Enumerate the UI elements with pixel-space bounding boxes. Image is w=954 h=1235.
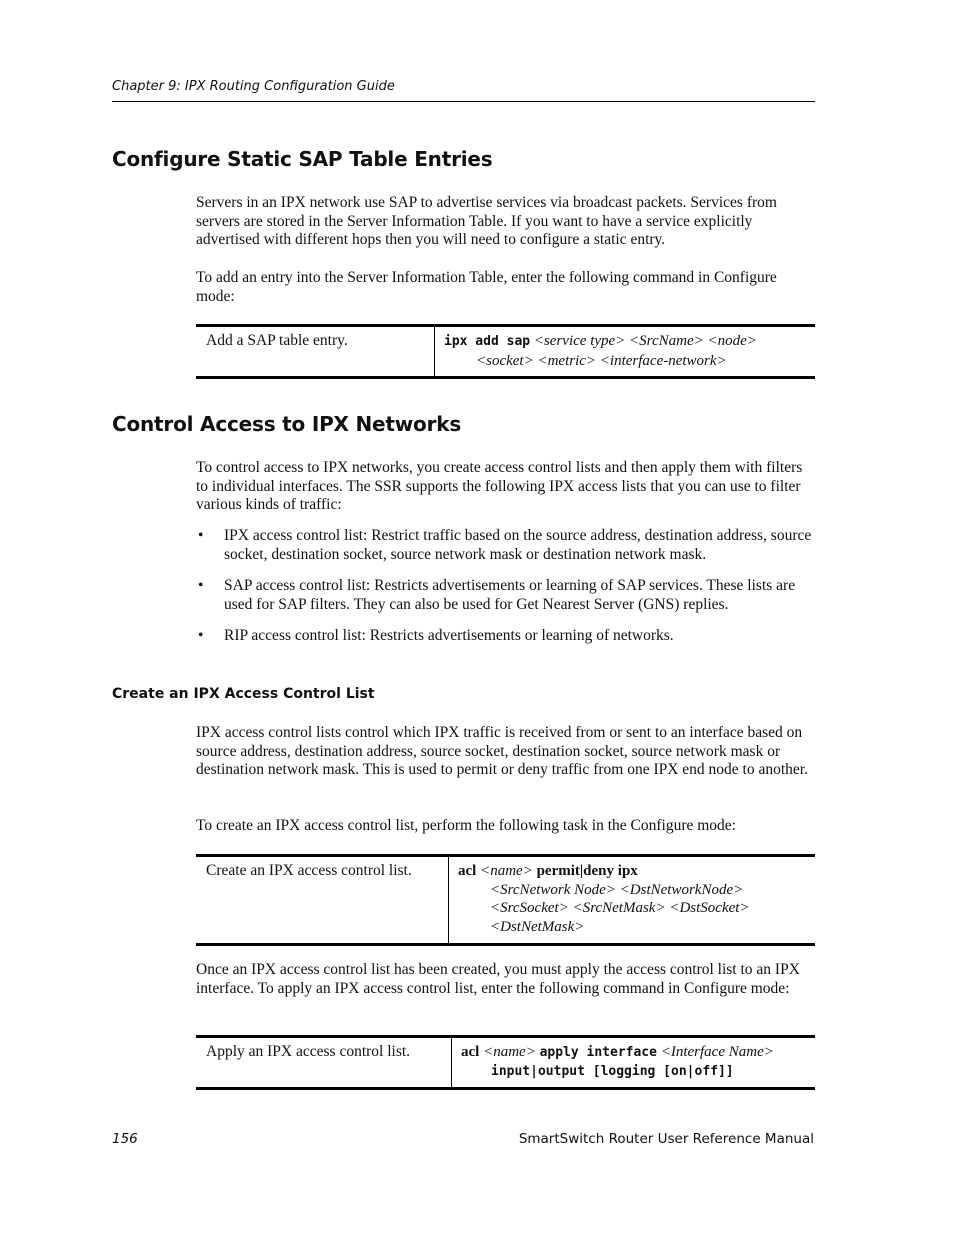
- apply-acl-paragraph: Once an IPX access control list has been created, you must apply the access control list to an IPX interface. To apply an IPX access control list, enter the following command in Configure mode:: [196, 961, 800, 997]
- sap-task-cell: Add a SAP table entry.: [206, 332, 348, 349]
- interface-name-arg: <Interface Name>: [660, 1044, 774, 1060]
- sap-command-table: [196, 324, 815, 379]
- running-header: Chapter 9: IPX Routing Configuration Guide: [112, 79, 395, 94]
- section-heading-control-access: Control Access to IPX Networks: [112, 412, 462, 436]
- sap-command-args-line1: <service type> <SrcName> <node>: [533, 333, 757, 349]
- list-item: [196, 627, 820, 646]
- list-item-text: IPX access control list: Restrict traffic based on the source address, destination address, source socket, destination socket, source network mask or destination network mask.: [224, 527, 812, 563]
- bullet-icon: •: [198, 627, 204, 644]
- apply-acl-task-cell: Apply an IPX access control list.: [206, 1043, 411, 1060]
- list-item: [196, 527, 820, 564]
- create-acl-intro-paragraph: IPX access control lists control which IPX traffic is received from or sent to an interface based on source address, destination address, source socket, destination socket, source network mask or destination network mask. This is used to permit or deny traffic from one IPX end node to another.: [196, 724, 808, 779]
- static-sap-intro-paragraph: Servers in an IPX network use SAP to advertise services via broadcast packets. Services from servers are stored in the Server Information Table. If you want to have a service explicitly advertised with different hops then you will need to configure a static entry.: [196, 194, 777, 249]
- bullet-icon: •: [198, 527, 204, 544]
- apply-interface-keyword: apply interface: [539, 1045, 657, 1060]
- create-acl-syntax-cell: [449, 856, 816, 945]
- create-acl-instruction-paragraph: To create an IPX access control list, perform the following task in the Configure mode:: [196, 817, 736, 834]
- subsection-heading-create-acl: Create an IPX Access Control List: [112, 686, 375, 702]
- acl-name-arg: <name>: [483, 1044, 536, 1060]
- page-number: 156: [112, 1131, 138, 1147]
- sap-command-args-line2: <socket> <metric> <interface-network>: [476, 352, 727, 369]
- static-sap-instruction-paragraph: To add an entry into the Server Information Table, enter the following command in Configure mode:: [196, 269, 777, 305]
- apply-acl-syntax-cell: [452, 1037, 816, 1089]
- bullet-icon: •: [198, 577, 204, 594]
- create-acl-command-table: [196, 854, 815, 946]
- list-item: [196, 577, 820, 614]
- section-heading-static-sap: Configure Static SAP Table Entries: [112, 147, 493, 171]
- header-rule: [112, 101, 815, 102]
- acl-name-arg: <name>: [480, 863, 533, 879]
- input-output-logging-options: input|output [logging [on|off]]: [491, 1063, 734, 1079]
- permit-deny-keyword: permit|deny ipx: [536, 863, 638, 879]
- control-access-intro-paragraph: To control access to IPX networks, you create access control lists and then apply them with filters to individual interfaces. The SSR supports the following IPX access lists that you can use to filter various kinds of traffic:: [196, 459, 803, 514]
- apply-acl-command-table: [196, 1035, 815, 1090]
- acl-keyword: acl: [458, 863, 477, 879]
- sap-command-keyword: ipx add sap: [444, 334, 531, 349]
- acl-args-line4: <DstNetMask>: [490, 919, 585, 936]
- acl-args-line2: <SrcNetwork Node> <DstNetworkNode>: [490, 881, 744, 898]
- manual-title: SmartSwitch Router User Reference Manual: [518, 1131, 814, 1147]
- create-acl-task-cell: Create an IPX access control list.: [206, 862, 412, 879]
- acl-args-line3: <SrcSocket> <SrcNetMask> <DstSocket>: [490, 900, 750, 917]
- sap-syntax-cell: [435, 326, 816, 378]
- list-item-text: RIP access control list: Restricts advertisements or learning of networks.: [224, 627, 674, 644]
- list-item-text: SAP access control list: Restricts advertisements or learning of SAP services. These lists are used for SAP filters. They can also be used for Get Nearest Server (GNS) replies.: [224, 577, 796, 613]
- acl-keyword: acl: [461, 1044, 480, 1060]
